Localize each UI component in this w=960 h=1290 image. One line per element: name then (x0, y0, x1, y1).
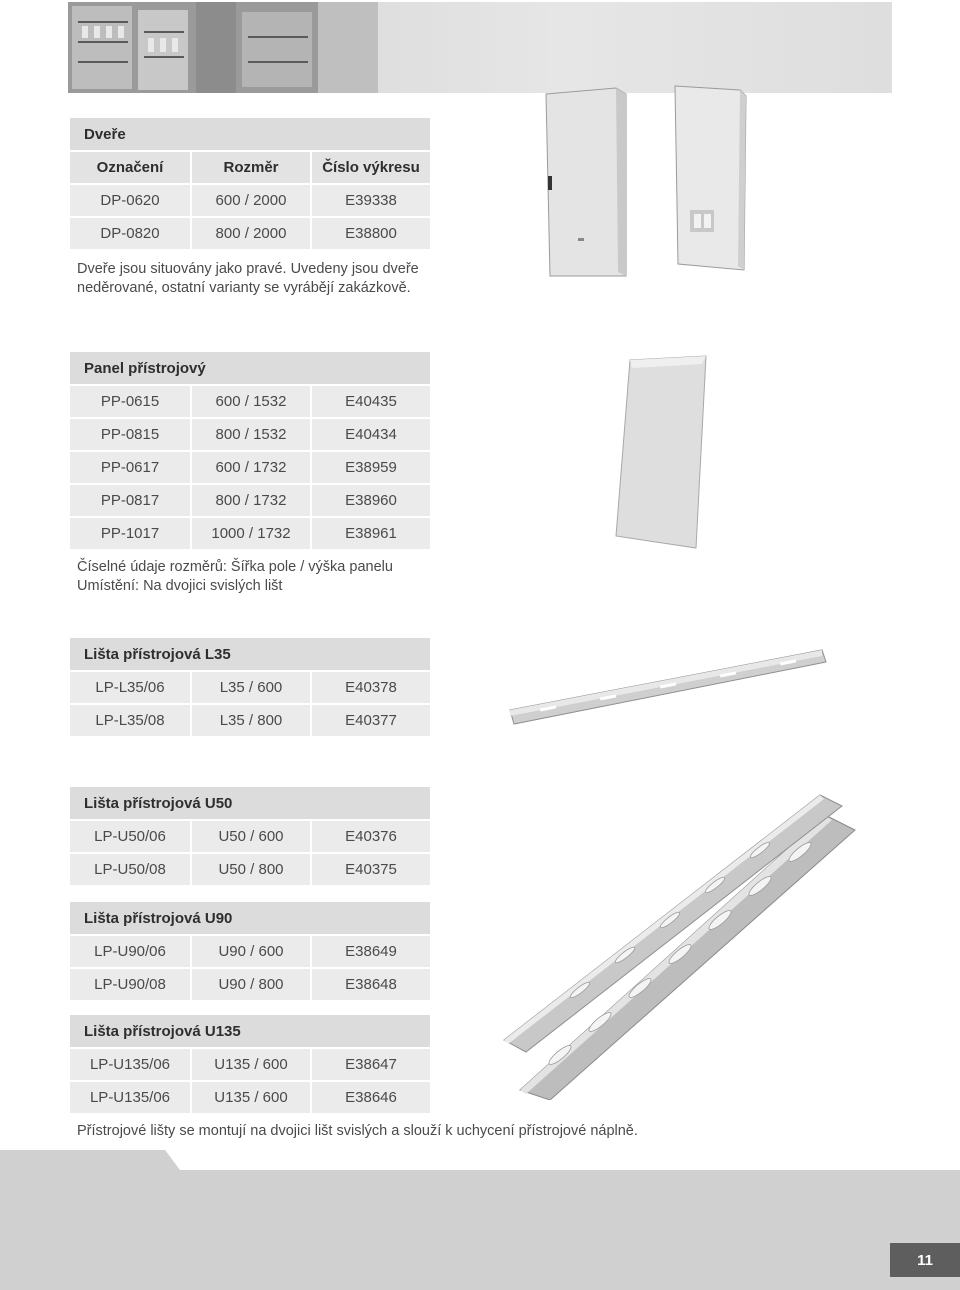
rail-l35-title: Lišta přístrojová L35 (70, 638, 430, 670)
cell-designation: LP-U135/06 (70, 1049, 190, 1080)
panel-table (70, 352, 430, 551)
cell-dimension: 800 / 1532 (192, 419, 310, 450)
cell-drawing-number: E38648 (312, 969, 430, 1000)
panel-note (77, 558, 393, 596)
cell-drawing-number: E38961 (312, 518, 430, 549)
table-row (70, 518, 430, 549)
page-number: 11 (890, 1243, 960, 1277)
cell-designation: PP-0617 (70, 452, 190, 483)
cell-dimension: 600 / 1732 (192, 452, 310, 483)
panel-image (610, 352, 720, 552)
table-row (70, 419, 430, 450)
column-header-dimension: Rozměr (192, 152, 310, 183)
cell-dimension: 1000 / 1732 (192, 518, 310, 549)
cell-designation: PP-0815 (70, 419, 190, 450)
cell-designation: LP-U50/08 (70, 854, 190, 885)
cell-designation: DP-0620 (70, 185, 190, 216)
table-row (70, 1049, 430, 1080)
cell-drawing-number: E40376 (312, 821, 430, 852)
panel-title: Panel přístrojový (70, 352, 430, 384)
rail-u50-table (70, 787, 430, 887)
doors-title: Dveře (70, 118, 430, 150)
cell-designation: PP-1017 (70, 518, 190, 549)
cell-dimension: 800 / 1732 (192, 485, 310, 516)
table-row (70, 821, 430, 852)
cell-designation: PP-0615 (70, 386, 190, 417)
cell-drawing-number: E38649 (312, 936, 430, 967)
rail-u50-title: Lišta přístrojová U50 (70, 787, 430, 819)
column-header-drawing-number: Číslo výkresu (312, 152, 430, 183)
table-row (70, 218, 430, 249)
cell-dimension: 600 / 2000 (192, 185, 310, 216)
footer-notch (0, 1150, 180, 1170)
cell-dimension: U90 / 600 (192, 936, 310, 967)
table-row (70, 969, 430, 1000)
panel-note-line-1: Číselné údaje rozměrů: Šířka pole / výška panelu (77, 559, 393, 575)
cell-drawing-number: E40378 (312, 672, 430, 703)
cell-dimension: L35 / 600 (192, 672, 310, 703)
table-row (70, 1082, 430, 1113)
cell-designation: LP-U50/06 (70, 821, 190, 852)
cell-designation: LP-U135/06 (70, 1082, 190, 1113)
cell-designation: LP-U90/06 (70, 936, 190, 967)
rail-u135-title: Lišta přístrojová U135 (70, 1015, 430, 1047)
cell-dimension: 800 / 2000 (192, 218, 310, 249)
footer-band (0, 1170, 960, 1290)
rail-l35-table (70, 638, 430, 738)
cell-drawing-number: E40434 (312, 419, 430, 450)
panel-note-line-2: Umístění: Na dvojici svislých lišt (77, 578, 283, 594)
table-row (70, 185, 430, 216)
doors-column-headers (70, 152, 430, 183)
rail-u90-title: Lišta přístrojová U90 (70, 902, 430, 934)
cell-drawing-number: E40377 (312, 705, 430, 736)
table-row (70, 672, 430, 703)
table-row (70, 936, 430, 967)
cell-dimension: U90 / 800 (192, 969, 310, 1000)
cell-dimension: U135 / 600 (192, 1082, 310, 1113)
table-row (70, 485, 430, 516)
table-row (70, 854, 430, 885)
cell-dimension: U50 / 600 (192, 821, 310, 852)
cell-dimension: L35 / 800 (192, 705, 310, 736)
rail-u90-table (70, 902, 430, 1002)
table-row (70, 705, 430, 736)
header-photo (68, 2, 892, 93)
cell-drawing-number: E40375 (312, 854, 430, 885)
rail-u-image (490, 790, 870, 1100)
column-header-designation: Označení (70, 152, 190, 183)
cell-drawing-number: E38647 (312, 1049, 430, 1080)
doors-note (77, 260, 419, 298)
rail-l35-image (500, 640, 830, 730)
doors-note-line-1: Dveře jsou situovány jako pravé. Uvedeny jsou dveře (77, 261, 419, 277)
cell-drawing-number: E38646 (312, 1082, 430, 1113)
cell-drawing-number: E40435 (312, 386, 430, 417)
cell-designation: LP-U90/08 (70, 969, 190, 1000)
cell-designation: PP-0817 (70, 485, 190, 516)
table-row (70, 452, 430, 483)
doors-image (540, 80, 755, 280)
cell-drawing-number: E38960 (312, 485, 430, 516)
cell-drawing-number: E38800 (312, 218, 430, 249)
cell-dimension: U50 / 800 (192, 854, 310, 885)
cell-designation: LP-L35/06 (70, 672, 190, 703)
cell-designation: LP-L35/08 (70, 705, 190, 736)
footer-note: Přístrojové lišty se montují na dvojici lišt svislých a slouží k uchycení přístrojové náplně. (77, 1123, 638, 1139)
cell-drawing-number: E39338 (312, 185, 430, 216)
doors-table (70, 118, 430, 251)
table-row (70, 386, 430, 417)
cell-designation: DP-0820 (70, 218, 190, 249)
cell-drawing-number: E38959 (312, 452, 430, 483)
cell-dimension: 600 / 1532 (192, 386, 310, 417)
cell-dimension: U135 / 600 (192, 1049, 310, 1080)
doors-note-line-2: neděrované, ostatní varianty se vyrábějí zakázkově. (77, 280, 411, 296)
rail-u135-table (70, 1015, 430, 1115)
